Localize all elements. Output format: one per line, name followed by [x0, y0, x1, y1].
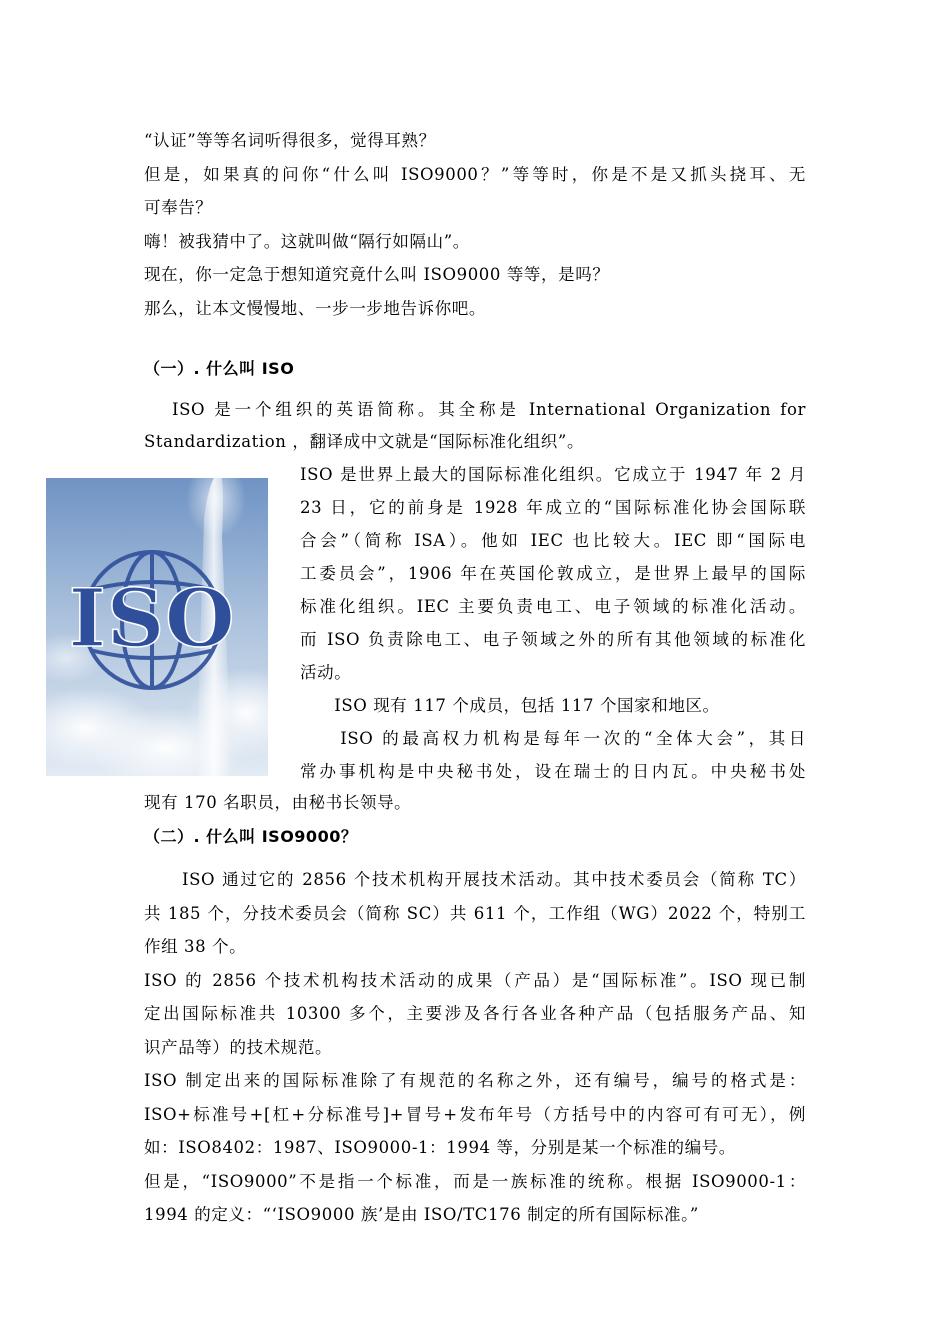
text-line: ISO 是一个组织的英语简称。其全称是 International Organization for — [172, 400, 806, 419]
text-line: 标准化组织。IEC 主要负责电工、电子领域的标准化活动。 — [300, 597, 806, 616]
text-line: 常办事机构是中央秘书处，设在瑞士的日内瓦。中央秘书处 — [300, 762, 806, 781]
intro-paragraph — [144, 124, 806, 325]
text-line: 现有 170 名职员，由秘书长领导。 — [144, 793, 412, 812]
text-line: ISO 现有 117 个成员，包括 117 个国家和地区。 — [300, 696, 720, 715]
section2-paragraphs — [144, 863, 806, 1232]
intro-line: 嗨！被我猜中了。这就叫做“隔行如隔山”。 — [144, 231, 470, 251]
section-heading-2: （二）. 什么叫 ISO9000？ — [144, 827, 358, 846]
intro-line: 现在，你一定急于想知道究竟什么叫 ISO9000 等等，是吗？ — [144, 265, 610, 284]
text-line: Standardization ，翻译成中文就是“国际标准化组织”。 — [144, 432, 585, 451]
text-line: 如：ISO8402：1987、ISO9000-1：1994 等，分别是某一个标准的编号。 — [144, 1138, 736, 1157]
text-line: 工委员会”，1906 年在英国伦敦成立，是世界上最早的国际 — [300, 564, 806, 583]
text-line: ISO 的 2856 个技术机构技术活动的成果（产品）是“国际标准”。ISO 现已制 — [144, 970, 806, 990]
iso-logo-text: ISO — [68, 571, 236, 665]
text-line: 活动。 — [300, 663, 352, 682]
section-heading-1: （一）. 什么叫 ISO — [144, 359, 295, 378]
text-line: ISO 是世界上最大的国际标准化组织。它成立于 1947 年 2 月 — [300, 465, 806, 484]
section1-wrapped-paragraphs — [300, 458, 806, 788]
text-line: 识产品等）的技术规范。 — [144, 1037, 333, 1057]
intro-line: 那么，让本文慢慢地、一步一步地告诉你吧。 — [144, 298, 486, 318]
text-line: ISO 制定出来的国际标准除了有规范的名称之外，还有编号，编号的格式是： — [144, 1071, 806, 1090]
intro-line: 可奉告？ — [144, 198, 213, 217]
section1-closing-line — [144, 787, 806, 819]
section1-paragraph — [144, 394, 806, 458]
iso-logo-image — [46, 478, 268, 776]
intro-line: 但是，如果真的问你“什么叫 ISO9000？”等等时，你是不是又抓头挠耳、无 — [144, 164, 806, 184]
text-line: 定出国际标准共 10300 多个，主要涉及各行各业各种产品（包括服务产品、知 — [144, 1004, 806, 1023]
iso-logo-graphic — [46, 478, 268, 776]
text-line: 1994 的定义：“‘ISO9000 族’是由 ISO/TC176 制定的所有国际标准。” — [144, 1205, 699, 1224]
text-line: ISO 的最高权力机构是每年一次的“全体大会”，其日 — [300, 729, 806, 748]
text-line: 23 日，它的前身是 1928 年成立的“国际标准化协会国际联 — [300, 498, 806, 517]
text-line: ISO 通过它的 2856 个技术机构开展技术活动。其中技术委员会（简称 TC） — [182, 870, 806, 889]
text-line: 共 185 个，分技术委员会（简称 SC）共 611 个，工作组（WG）2022 个，特别工 — [144, 903, 806, 923]
text-line: ISO+标准号+[杠+分标准号]+冒号+发布年号（方括号中的内容可有可无），例 — [144, 1104, 806, 1124]
text-line: 而 ISO 负责除电工、电子领域之外的所有其他领域的标准化 — [300, 630, 806, 649]
intro-line: “认证”等等名词听得很多，觉得耳熟？ — [144, 131, 436, 150]
text-line: 作组 38 个。 — [144, 937, 247, 956]
text-line: 但是，“ISO9000”不是指一个标准，而是一族标准的统称。根据 ISO9000-1： — [144, 1171, 806, 1191]
text-line: 合会”（简称 ISA）。他如 IEC 也比较大。IEC 即“国际电 — [300, 531, 806, 550]
